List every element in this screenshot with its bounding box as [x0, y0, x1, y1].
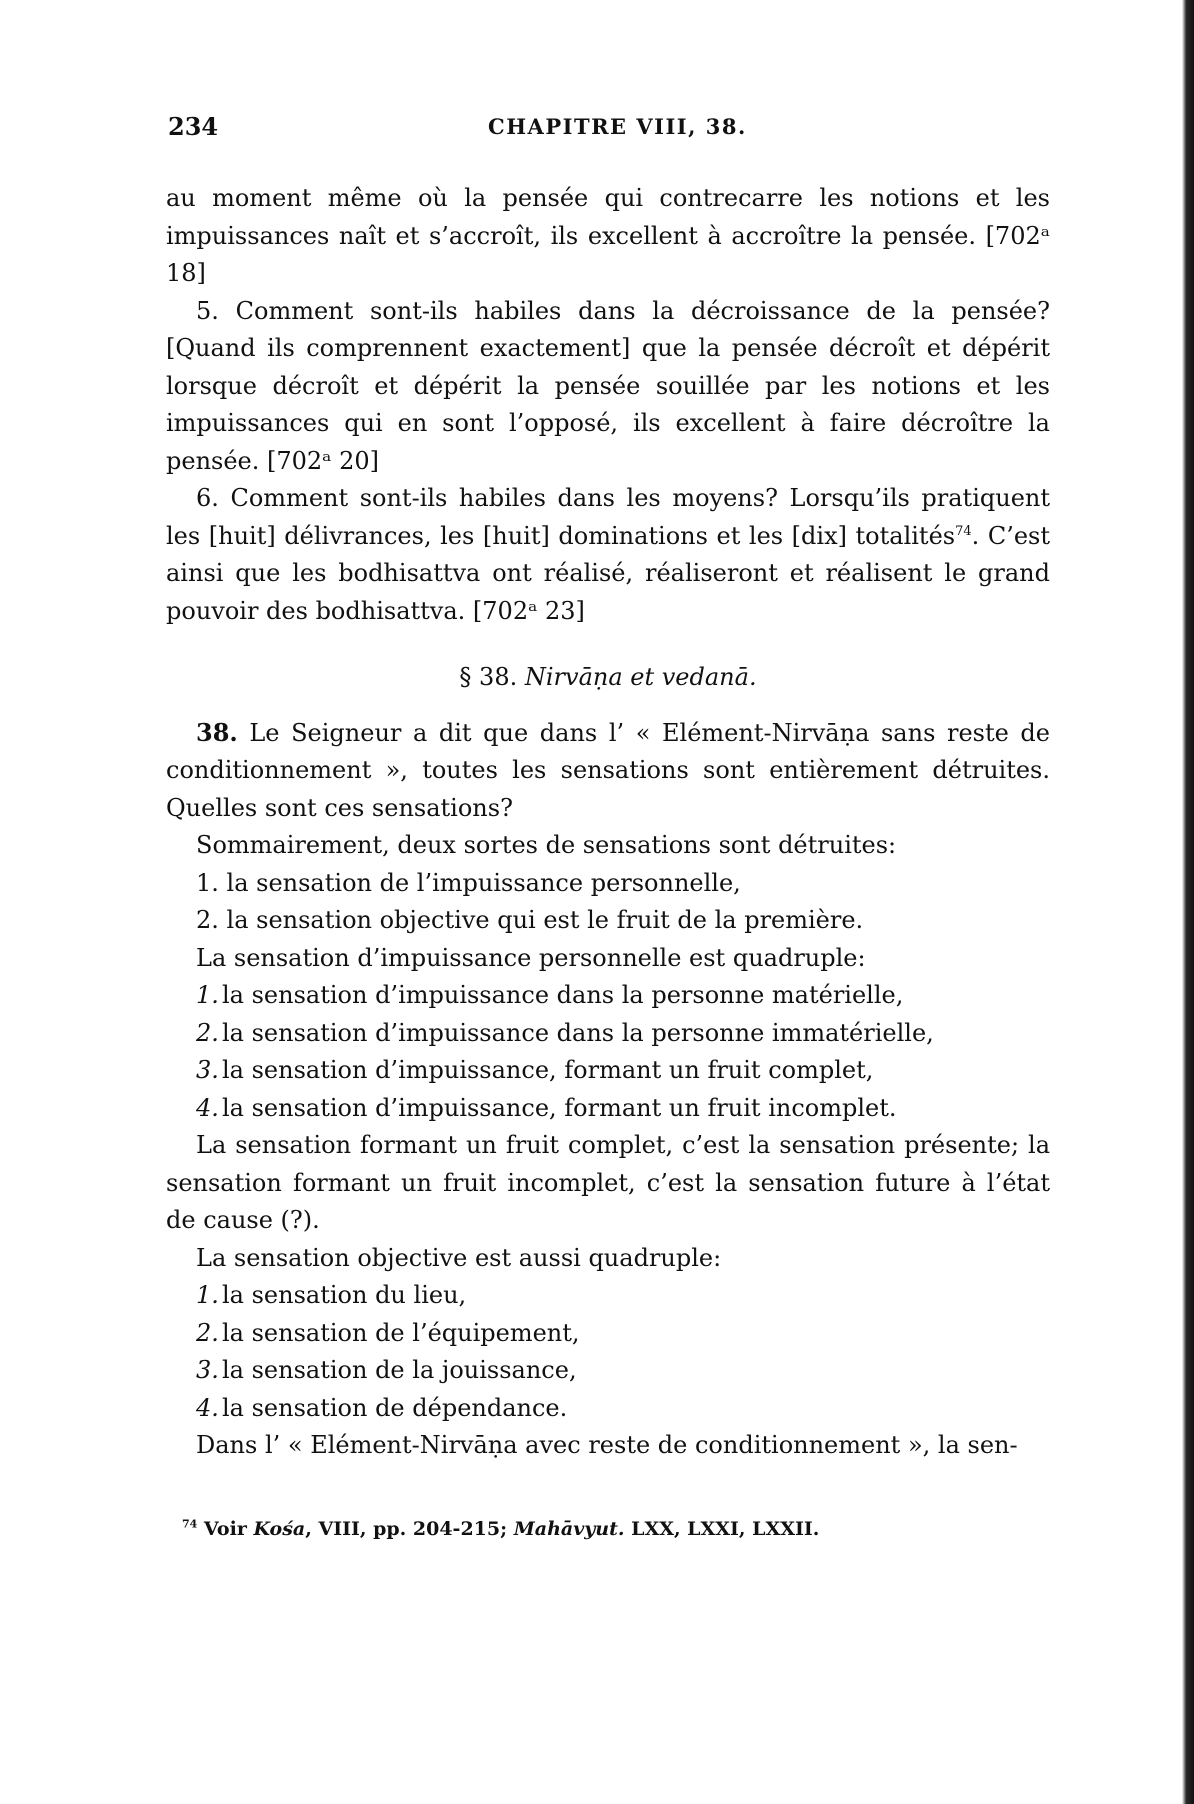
list-text: la sensation du lieu, [222, 1281, 467, 1309]
list-number: 1. [196, 1281, 219, 1309]
paragraph-text: 6. Comment sont-ils habiles dans les moyens? Lorsqu’ils pratiquent les [huit] délivrances, les [huit] dominations et les [dix] totalités [166, 484, 1050, 550]
list-number: 2. [196, 1318, 219, 1347]
section-heading [166, 659, 1050, 697]
list-item: 2. la sensation objective qui est le fruit de la première. [196, 906, 864, 934]
list-item [166, 1015, 1050, 1053]
list-item [166, 1390, 1050, 1428]
paragraph [166, 480, 1050, 630]
scan-edge [1182, 0, 1194, 1804]
list-item [166, 1052, 1050, 1090]
list-number: 4. [196, 1093, 219, 1122]
paragraph-text: Le Seigneur a dit que dans l’ « Elément-Nirvāṇa sans reste de conditionnement », toutes les sensations sont entièrement détruites. Quelles sont ces sensations? [166, 718, 1050, 822]
footnote-work-title: Kośa [253, 1518, 306, 1540]
body-text [166, 180, 1050, 1465]
paragraph: Sommairement, deux sortes de sensations sont détruites: [196, 831, 897, 859]
list-text: la sensation d’impuissance, formant un fruit complet, [222, 1056, 874, 1084]
paragraph-text: . C’est ainsi que les bodhisattva ont réalisé, réaliseront et réalisent le grand pouvoir des bodhisattva. [702ᵃ 23] [166, 521, 1050, 625]
list-number: 2. [196, 1018, 219, 1047]
list-text: la sensation d’impuissance dans la personne immatérielle, [222, 1018, 934, 1047]
footnote-text: , VIII, pp. 204-215; [305, 1518, 514, 1540]
list-item: 1. la sensation de l’impuissance personnelle, [196, 868, 741, 897]
paragraph: Dans l’ « Elément-Nirvāṇa avec reste de conditionnement », la sen- [196, 1431, 1018, 1459]
footnote-number: 74 [182, 1517, 198, 1531]
footnote-text: Voir [197, 1518, 254, 1540]
paragraph [166, 714, 1050, 828]
footnote-marker: 74 [955, 523, 972, 539]
list-text: la sensation de dépendance. [222, 1393, 568, 1422]
paragraph: La sensation objective est aussi quadruple: [196, 1243, 722, 1272]
footnote-work-title: Mahāvyut. [513, 1518, 625, 1540]
paragraph: au moment même où la pensée qui contrecarre les notions et les impuissances naît et s’accroît, ils excellent à accroître la pensée. [702ᵃ 18] [166, 184, 1050, 287]
list-number: 1. [196, 981, 219, 1009]
section-title: Nirvāṇa et vedanā. [524, 663, 757, 691]
running-title: CHAPITRE VIII, 38. [488, 114, 747, 139]
list-text: la sensation d’impuissance dans la personne matérielle, [222, 981, 904, 1009]
paragraph: La sensation formant un fruit complet, c’est la sensation présente; la sensation formant un fruit incomplet, c’est la sensation future à l’état de cause (?). [166, 1131, 1050, 1234]
list-item [166, 977, 1050, 1015]
page-number: 234 [168, 112, 219, 141]
list-item [166, 1315, 1050, 1353]
list-item [166, 1277, 1050, 1315]
list-item [166, 1090, 1050, 1128]
list-number: 4. [196, 1393, 219, 1422]
list-item [166, 1352, 1050, 1390]
footnote [182, 1515, 1050, 1543]
list-number: 3. [196, 1056, 219, 1084]
paragraph-number: 38. [196, 717, 238, 747]
footnote-text: LXX, LXXI, LXXII. [624, 1518, 820, 1540]
list-number: 3. [196, 1356, 219, 1384]
paragraph: La sensation d’impuissance personnelle est quadruple: [196, 943, 866, 972]
list-text: la sensation d’impuissance, formant un fruit incomplet. [222, 1093, 897, 1122]
section-number: § 38. [459, 663, 518, 691]
list-text: la sensation de l’équipement, [222, 1318, 580, 1347]
page-header [168, 112, 1048, 152]
list-text: la sensation de la jouissance, [222, 1356, 577, 1384]
paragraph: 5. Comment sont-ils habiles dans la décroissance de la pensée? [Quand ils comprennent exactement] que la pensée décroît et dépérit lorsque décroît et dépérit la pensée souillée par les notions et les impuissances qui en sont l’opposé, ils excellent à faire décroître la pensée. [702ᵃ 20] [166, 296, 1050, 475]
